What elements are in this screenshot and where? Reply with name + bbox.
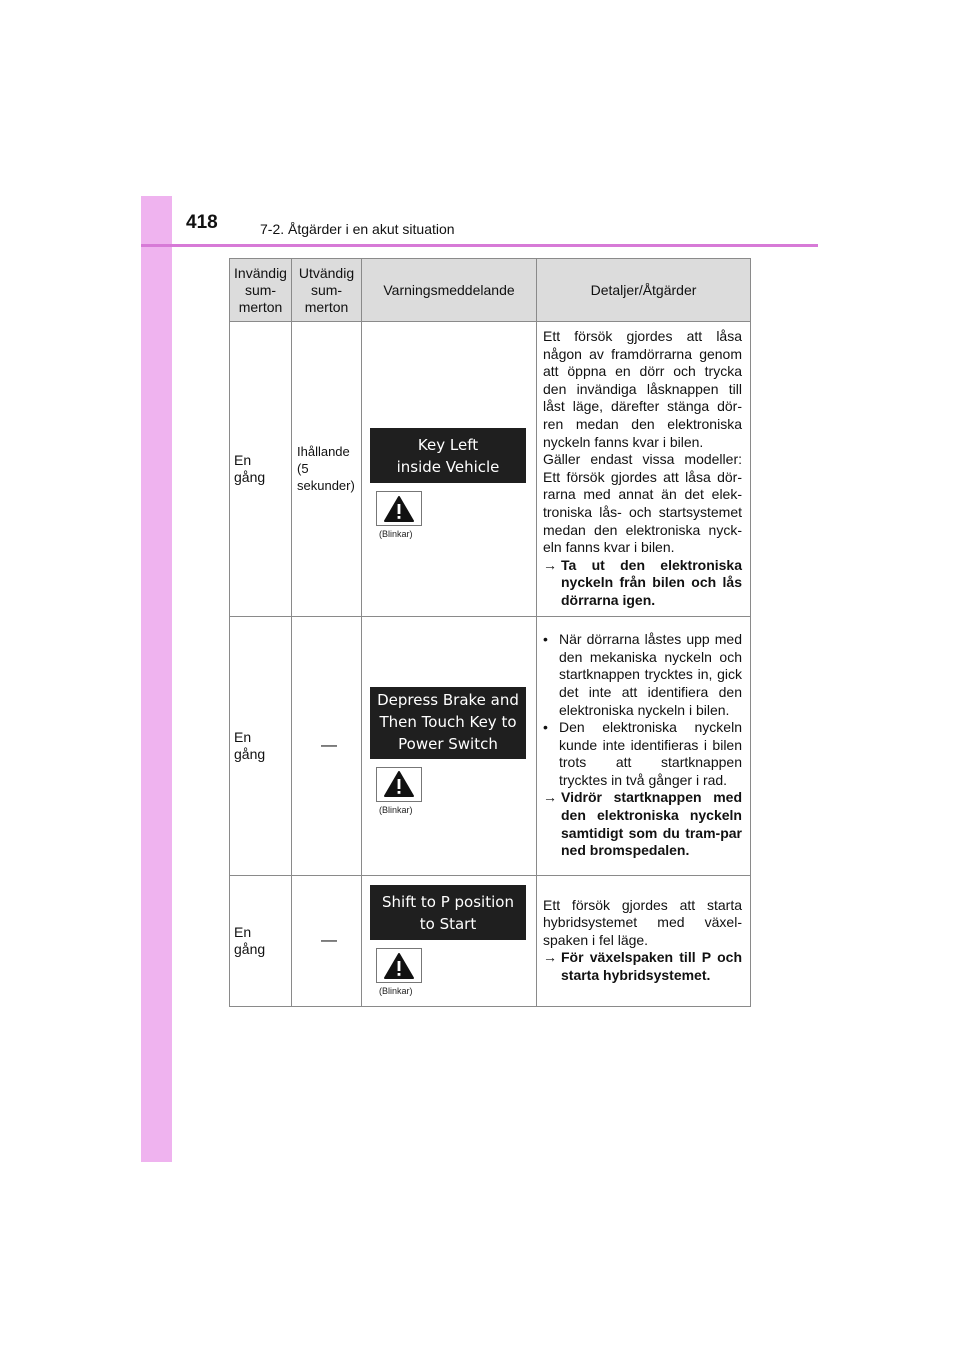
display-message [370,428,526,483]
header-outside-buzzer: Utvändig sum- merton [292,259,362,322]
message-cell [362,616,537,875]
details-cell [537,616,751,875]
detail-paragraph: Ett försök gjordes att starta hybridsystemet med växel-spaken i fel läge. [543,896,742,948]
bullet-text: När dörrarna låstes upp med den mekaniska nyckeln och startknappen trycktes in, gick det inte att identifiera den elektroniska nyckeln i bilen. [559,631,742,718]
outside-buzzer-cell: Ihållande (5 sekunder) [292,322,362,617]
display-line: inside Vehicle [396,458,500,477]
display-message [370,885,526,940]
inside-buzzer-cell: En gång [230,322,292,617]
blink-note: (Blinkar) [379,529,413,540]
table-row [230,875,751,1006]
inside-buzzer-cell: En gång [230,875,292,1006]
section-title: 7-2. Åtgärder i en akut situation [260,221,455,237]
warning-triangle-icon [376,767,422,802]
outside-buzzer-cell: — [292,875,362,1006]
display-line: Then Touch Key to [379,712,517,731]
side-tab [141,196,172,1162]
header-details: Detaljer/Åtgärder [537,259,751,322]
table-row [230,322,751,617]
details-cell [537,322,751,617]
arrow-right-icon: → [543,949,557,966]
header-inside-buzzer: Invändig sum- merton [230,259,292,322]
outside-buzzer-cell: — [292,616,362,875]
action-text: Vidrör startknappen med den elektroniska nyckeln samtidigt som du tram-par ned bromspedalen. [561,789,742,859]
page-number: 418 [186,212,218,233]
display-line: Depress Brake and [377,690,519,709]
detail-paragraph: Ett försök gjordes att låsa någon av framdörrarna genom att öppna en dörr och trycka den invändiga låsknappen till låst läge, därefter stänga dör-ren medan den elektroniska nyckeln fanns kvar i bilen. [543,328,742,450]
inside-buzzer-cell: En gång [230,616,292,875]
warning-triangle-icon [376,491,422,526]
action-item [543,789,742,859]
warning-table [229,258,751,1007]
warning-triangle-icon [376,948,422,983]
action-text: Ta ut den elektroniska nyckeln från bilen och lås dörrarna igen. [561,556,742,608]
detail-paragraph: Gäller endast vissa modeller: Ett försök gjordes att låsa dör-rarna med annat än det elek-troniska lås- och startsystemet medan den elektroniska nyck-eln fanns kvar i bilen. [543,451,742,556]
detail-bullet [543,631,742,719]
table-row [230,616,751,875]
display-line: Key Left [417,436,479,455]
details-cell [537,875,751,1006]
message-cell [362,875,537,1006]
display-line: Power Switch [398,734,498,753]
blink-note: (Blinkar) [379,986,413,996]
action-text: För växelspaken till P och starta hybridsystemet. [561,949,742,983]
table-header-row [230,259,751,322]
page-header [141,212,816,246]
arrow-right-icon: → [543,789,557,806]
bullet-text: Den elektroniska nyckeln kunde inte identifieras i bilen trots att startknappen trycktes in två gånger i rad. [559,719,742,788]
arrow-right-icon: → [543,556,557,573]
display-line: Shift to P position [382,893,514,911]
header-divider [141,244,818,247]
action-item [543,557,742,610]
blink-note: (Blinkar) [379,804,413,815]
display-message [370,687,526,759]
bullet-marker: • [543,719,548,736]
detail-bullet [543,719,742,789]
header-warning-message: Varningsmeddelande [362,259,537,322]
display-line: to Start [419,915,477,933]
message-cell [362,322,537,617]
bullet-marker: • [543,631,548,648]
action-item [543,949,742,984]
